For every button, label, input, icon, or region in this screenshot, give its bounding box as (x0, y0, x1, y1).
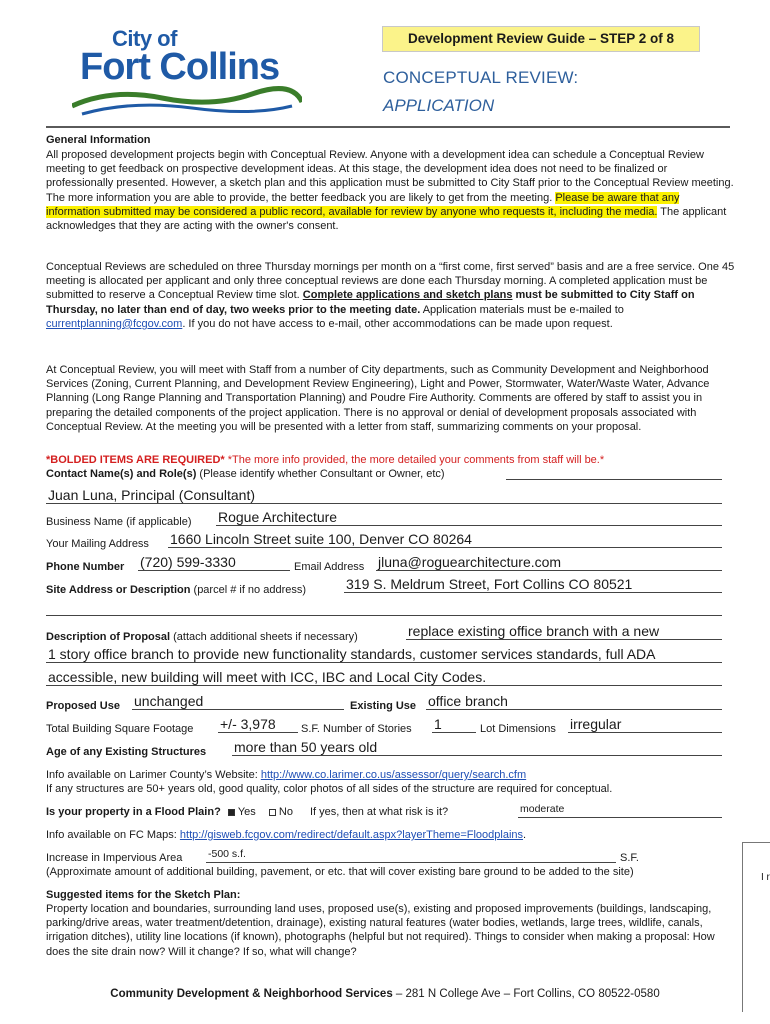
impervious-field[interactable]: -500 s.f. (206, 846, 616, 863)
p2-tail: . If you do not have access to e-mail, other accommodations can be made upon request. (182, 317, 613, 330)
desc-field-line2[interactable]: 1 story office branch to provide new functionality standards, customer services standards, full ADA (46, 646, 722, 663)
general-paragraph-3: At Conceptual Review, you will meet with Staff from a number of City departments, such as Community Development and Neighborhood Services (Zoning, Current Planning, and Development Review Engineering), Light and Power, Stormwater, Water/Waste Water, Advance Planning (Long Range Planning and Transportation Planning) and Poudre Fire Authority. Comments are offered by staff to assist you in preparing the detailed components of the project application. There is no approval or denial of development proposals associated with Conceptual Review. At the meeting you will be presented with a letter from staff, summarizing comments on your proposal. (46, 364, 710, 433)
impervious-row (46, 852, 182, 864)
fc-maps-text: Info available on FC Maps: (46, 829, 180, 841)
contact-row (46, 468, 445, 480)
mailing-row (46, 538, 149, 550)
business-field[interactable]: Rogue Architecture (216, 509, 722, 526)
desc-hint: (attach additional sheets if necessary) (170, 631, 358, 643)
p2-bold: must be submitted to City Staff on Thursday, no later than end of day, two weeks prior to the meeting date. (46, 289, 695, 316)
page-subtitle: APPLICATION (383, 96, 495, 115)
header-divider (46, 126, 730, 128)
email-link[interactable]: currentplanning@fcgov.com (46, 317, 183, 330)
general-heading: General Information (46, 134, 151, 146)
phone-label: Phone Number (46, 561, 125, 573)
business-row (46, 516, 192, 528)
logo-line2: Fort Collins (80, 46, 280, 88)
contact-field[interactable]: Juan Luna, Principal (Consultant) (46, 487, 722, 504)
impervious-note: (Approximate amount of additional building, pavement, or etc. that will cover existing bare ground to be added to the site) (46, 866, 634, 878)
site-row (46, 584, 306, 596)
sqft-label: Total Building Square Footage (46, 723, 194, 735)
p2-text: Conceptual Reviews are scheduled on three Thursday mornings per month on a “first come, first served” basis and are a free service. One 45 meeting is allocated per applicant and only three conceptual reviews are done each Thursday morning. A completed application must be submitted to reserve a Conceptual Review time slot. (46, 261, 735, 302)
flood-no-label: No (278, 806, 293, 818)
flood-yes-label: Yes (237, 806, 256, 818)
site-extra-line (46, 598, 722, 616)
p1-text: All proposed development projects begin with Conceptual Review. Anyone with a development idea can schedule a Conceptual Review meeting to get feedback on prospective development ideas. At this stage, the development idea does not need to be finalized or professionally presented. However, a sketch plan and this application must be submitted to City Staff prior to the Conceptual Review meeting. The more information you are able to provide, the better feedback you are likely to get from the meeting. (46, 149, 734, 204)
logo-line1: City of (112, 26, 177, 51)
email-row (294, 561, 364, 573)
step-badge: Development Review Guide – STEP 2 of 8 (382, 26, 700, 52)
proposed-label: Proposed Use (46, 700, 120, 712)
mailing-label: Your Mailing Address (46, 538, 149, 550)
mailing-field[interactable]: 1660 Lincoln Street suite 100, Denver CO 80264 (168, 531, 722, 548)
p1-highlight: Please be aware that any information submitted may be considered a public record, available for review by anyone who requests it, including the media. (46, 191, 680, 218)
risk-label: If yes, then at what risk is it? (310, 806, 449, 818)
stories-field[interactable]: 1 (432, 716, 476, 733)
desc-row (46, 631, 358, 643)
p1-tail: The applicant acknowledges that they are acting with the owner's consent. (46, 205, 727, 233)
photos-note: If any structures are 50+ years old, good quality, color photos of all sides of the structure are required for conceptual. (46, 783, 613, 795)
existing-field[interactable]: office branch (426, 693, 722, 710)
contact-label: Contact Name(s) and Role(s) (46, 468, 197, 480)
email-field[interactable]: jluna@roguearchitecture.com (376, 554, 722, 571)
stories-label: S.F. Number of Stories (301, 723, 412, 735)
business-label: Business Name (if applicable) (46, 516, 192, 528)
p2-bold-underline: Complete applications and sketch plans (302, 289, 513, 302)
desc-field-line3[interactable]: accessible, new building will meet with ICC, IBC and Local City Codes. (46, 669, 722, 686)
fc-maps-period: . (523, 829, 527, 841)
stories-row (301, 723, 412, 735)
fc-maps-link[interactable]: http://gisweb.fcgov.com/redirect/default.aspx?layerTheme=Floodplains (179, 829, 524, 841)
larimer-row (46, 769, 526, 781)
lot-row (480, 723, 556, 735)
existing-row (350, 700, 416, 712)
page-title: CONCEPTUAL REVIEW: (383, 68, 579, 87)
flood-row (46, 806, 448, 818)
age-label: Age of any Existing Structures (46, 746, 207, 758)
footer (0, 988, 770, 1000)
site-hint: (parcel # if no address) (190, 584, 307, 596)
desc-field-line1[interactable]: replace existing office branch with a new (406, 623, 722, 640)
existing-label: Existing Use (350, 700, 417, 712)
impervious-unit: S.F. (620, 852, 639, 864)
mountain-swoosh-icon (72, 84, 302, 118)
contact-hint: (Please identify whether Consultant or Owner, etc) (196, 468, 445, 480)
fc-maps-row (46, 829, 526, 841)
desc-label: Description of Proposal (46, 631, 171, 643)
p2-email-intro: Application materials must be e-mailed to (420, 303, 624, 316)
footer-dept: Community Development & Neighborhood Services (110, 988, 393, 1000)
lot-field[interactable]: irregular (568, 716, 722, 733)
proposed-field[interactable]: unchanged (132, 693, 344, 710)
site-field[interactable]: 319 S. Meldrum Street, Fort Collins CO 80521 (344, 576, 722, 593)
risk-field[interactable]: moderate (518, 801, 722, 818)
general-paragraph-2 (46, 260, 736, 331)
flood-label: Is your property in a Flood Plain? (46, 806, 221, 818)
footer-address: – 281 N College Ave – Fort Collins, CO 80522-0580 (392, 988, 660, 1000)
required-label: *BOLDED ITEMS ARE REQUIRED* (46, 454, 225, 466)
required-hint: *The more info provided, the more detailed your comments from staff will be.* (224, 454, 605, 466)
phone-field[interactable]: (720) 599-3330 (138, 554, 290, 571)
email-label: Email Address (294, 561, 365, 573)
proposed-row (46, 700, 120, 712)
site-label: Site Address or Description (46, 584, 191, 596)
phone-row (46, 561, 124, 573)
adjacent-page-text: I r (761, 872, 770, 883)
general-paragraph-1 (46, 148, 736, 233)
larimer-link[interactable]: http://www.co.larimer.co.us/assessor/query/search.cfm (260, 769, 527, 781)
sketch-heading: Suggested items for the Sketch Plan: (46, 889, 241, 901)
lot-label: Lot Dimensions (480, 723, 556, 735)
contact-line-1 (506, 466, 722, 480)
age-field[interactable]: more than 50 years old (232, 739, 722, 756)
flood-no-checkbox[interactable] (269, 809, 276, 816)
impervious-label: Increase in Impervious Area (46, 852, 183, 864)
flood-yes-checkbox[interactable] (228, 809, 235, 816)
sqft-row (46, 723, 193, 735)
larimer-text: Info available on Larimer County’s Website: (46, 769, 261, 781)
sqft-field[interactable]: +/- 3,978 (218, 716, 298, 733)
adjacent-page-edge (742, 842, 770, 1012)
city-logo (72, 26, 302, 118)
age-row (46, 746, 206, 758)
sketch-body: Property location and boundaries, surrounding land uses, proposed use(s), existing and proposed improvements (buildings, landscaping, parking/drive areas, water treatment/detention, drainage), existing natural features (water bodies, wetlands, large trees, wildlife, canals, irrigation ditches), utility line locations (if known), photographs (helpful but not required). Things to consider when making a proposal: How does the site drain now? Will it change? If so, what will change? (46, 903, 715, 958)
